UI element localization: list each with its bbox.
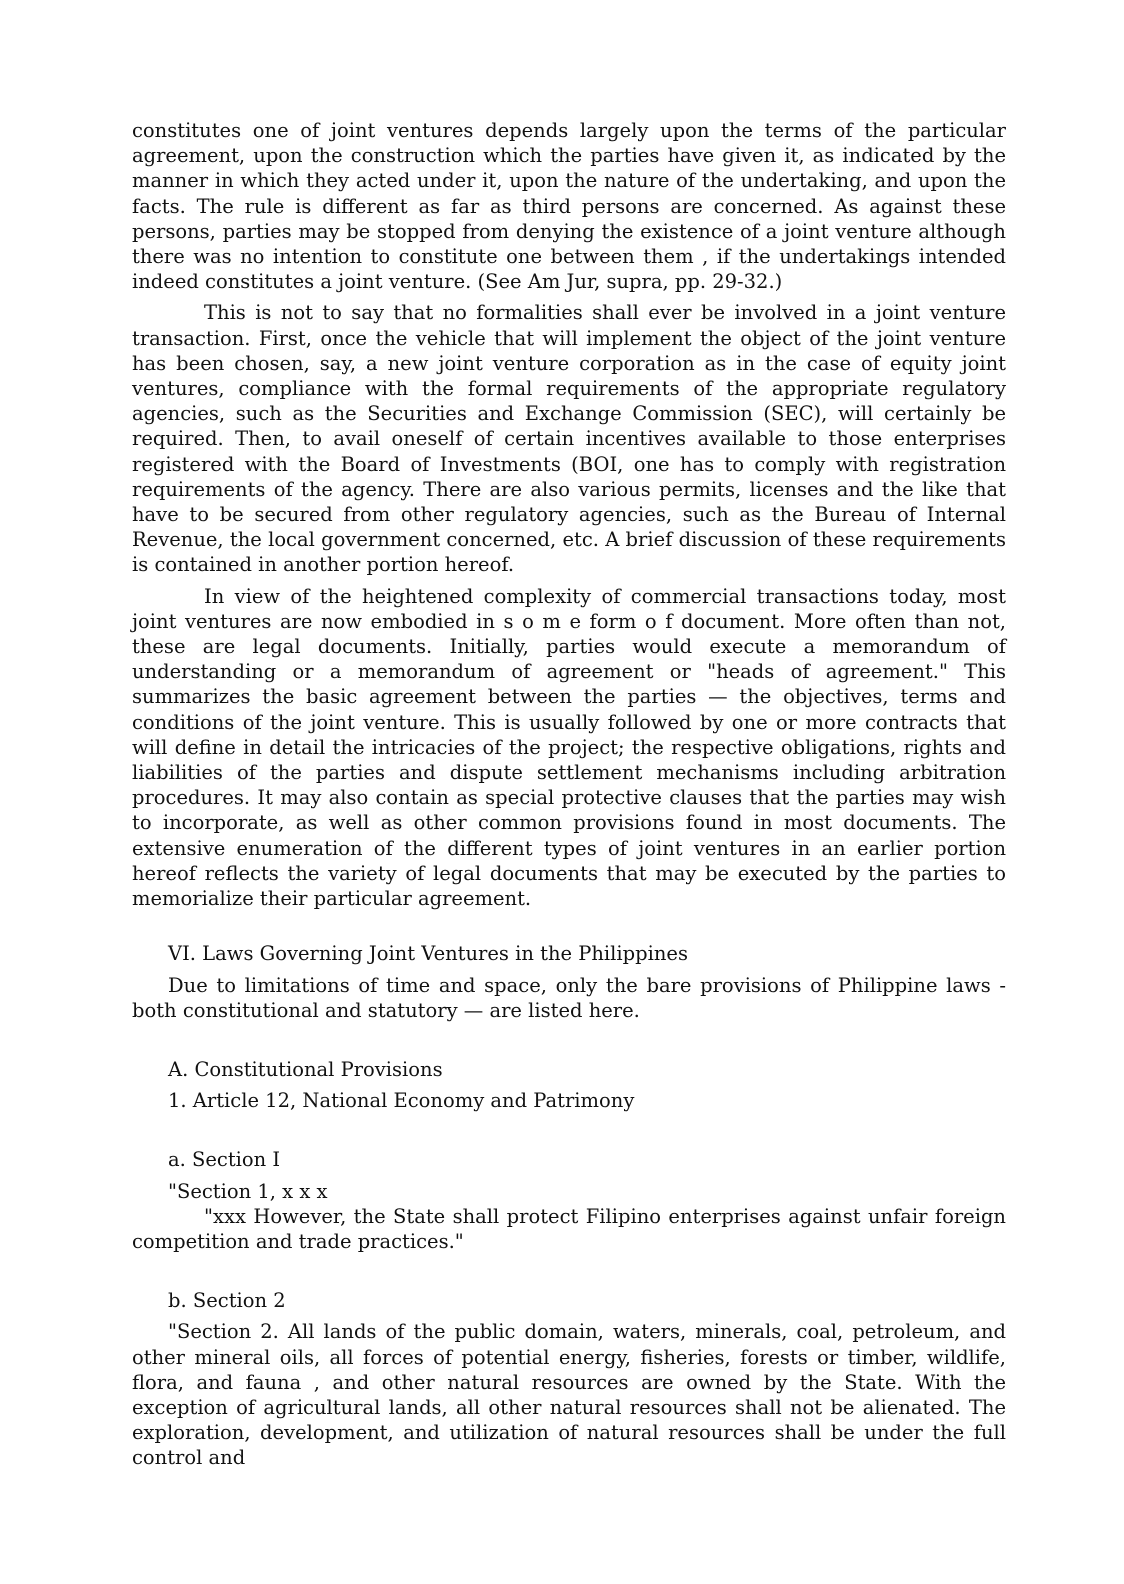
- paragraph-limitations: Due to limitations of time and space, only the bare provisions of Philippine laws - both constitutional and statutory — are listed here.: [132, 973, 1006, 1022]
- subsection-heading-section-i: a. Section I: [168, 1148, 281, 1172]
- section-2-text: "Section 2. All lands of the public domain, waters, minerals, coal, petroleum, and other mineral oils, all forces of potential energy, fisheries, forests or timber, wildlife, flora, and fauna , and other natural resources are owned by the State. With the exception of agricultural lands, all other natural resources shall not be alienated. The exploration, development, and utilization of natural resources shall be under the full control and: [132, 1320, 1006, 1470]
- section-heading-article-12: 1. Article 12, National Economy and Patrimony: [168, 1089, 635, 1113]
- section-1-quote: "xxx However, the State shall protect Filipino enterprises against unfair foreign competition and trade practices.": [132, 1204, 1006, 1253]
- paragraph-legal-documents: In view of the heightened complexity of commercial transactions today, most joint ventures are now embodied in s o m e form o f document. More often than not, these are legal documents. Initially, parties would execute a memorandum of understanding or a memorandum of agreement or "heads of agreement." This summarizes the basic agreement between the parties — the objectives, terms and conditions of the joint venture. This is usually followed by one or more contracts that will define in detail the intricacies of the project; the respective obligations, rights and liabilities of the parties and dispute settlement mechanisms including arbitration procedures. It may also contain as special protective clauses that the parties may wish to incorporate, as well as other common provisions found in most documents. The extensive enumeration of the different types of joint ventures in an earlier portion hereof reflects the variety of legal documents that may be executed by the parties to memorialize their particular agreement.: [132, 584, 1006, 911]
- paragraph-joint-venture-terms: constitutes one of joint ventures depends largely upon the terms of the particular agreement, upon the construction which the parties have given it, as indicated by the manner in which they acted under it, upon the nature of the undertaking, and upon the facts. The rule is different as far as third persons are concerned. As against these persons, parties may be stopped from denying the existence of a joint venture although there was no intention to constitute one between them , if the undertakings intended indeed constitutes a joint venture. (See Am Jur, supra, pp. 29-32.): [132, 119, 1006, 294]
- subsection-heading-section-2: b. Section 2: [168, 1289, 286, 1313]
- section-heading-vi: VI. Laws Governing Joint Ventures in the Philippines: [168, 942, 688, 966]
- document-body: [132, 118, 1006, 1471]
- paragraph-formalities: This is not to say that no formalities shall ever be involved in a joint venture transaction. First, once the vehicle that will implement the object of the joint venture has been chosen, say, a new joint venture corporation as in the case of equity joint ventures, compliance with the formal requirements of the appropriate regulatory agencies, such as the Securities and Exchange Commission (SEC), will certainly be required. Then, to avail oneself of certain incentives available to those enterprises registered with the Board of Investments (BOI, one has to comply with registration requirements of the agency. There are also various permits, licenses and the like that have to be secured from other regulatory agencies, such as the Bureau of Internal Revenue, the local government concerned, etc. A brief discussion of these requirements is contained in another portion hereof.: [132, 301, 1006, 577]
- section-heading-a: A. Constitutional Provisions: [168, 1057, 443, 1081]
- section-1-opening: "Section 1, x x x: [168, 1179, 328, 1203]
